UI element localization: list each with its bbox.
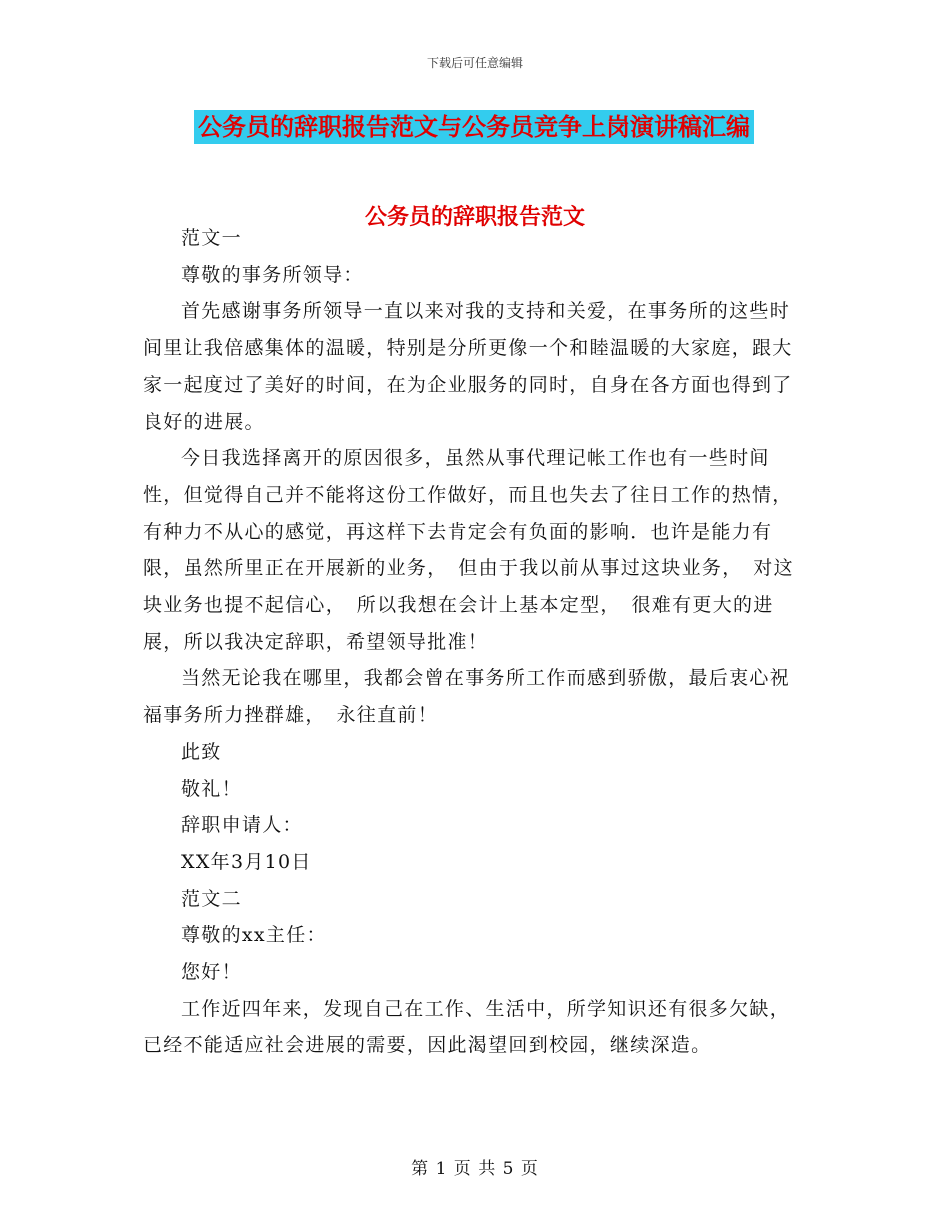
paragraph-body: 工作近四年来，发现自己在工作、生活中，所学知识还有很多欠缺，已经不能适应社会进展的需要，因此渴望回到校园，继续深造。 — [143, 997, 791, 1057]
document-body — [143, 220, 805, 1064]
paragraph-date: XX年3月10日 — [181, 850, 312, 873]
document-title: 公务员的辞职报告范文与公务员竞争上岗演讲稿汇编 — [194, 110, 754, 144]
paragraph-greeting: 您好！ — [181, 961, 242, 984]
paragraph-salutation: 尊敬的xx主任： — [181, 924, 327, 947]
header-note: 下载后可任意编辑 — [426, 56, 523, 70]
paragraph-body: 首先感谢事务所领导一直以来对我的支持和关爱，在事务所的这些时间里让我倍感集体的温暖，特别是分所更像一个和睦温暖的大家庭，跟大家一起度过了美好的时间，在为企业服务的同时，自身在各方面也得到了良好的进展。 — [143, 300, 793, 433]
paragraph-sample-label: 范文二 — [181, 887, 242, 910]
paragraph-signature: 辞职申请人： — [181, 814, 303, 837]
paragraph-closing: 此致 — [181, 740, 222, 763]
paragraph-closing: 敬礼！ — [181, 777, 242, 800]
section-title: 公务员的辞职报告范文 — [364, 204, 585, 230]
paragraph-sample-label: 范文一 — [181, 227, 242, 249]
paragraph-salutation: 尊敬的事务所领导： — [181, 263, 364, 286]
paragraph-body: 今日我选择离开的原因很多，虽然从事代理记帐工作也有一些时间性，但觉得自己并不能将这份工作做好，而且也失去了往日工作的热情，有种力不从心的感觉，再这样下去肯定会有负面的影响．也许是能力有限，虽然所里正在开展新的业务， 但由于我以前从事过这块业务， 对这块业务也提不起信心， 所以我想在会计上基本定型， 很难有更大的进展，所以我决定辞职，希望领导批准！ — [143, 447, 794, 653]
page-number-footer: 第 1 页 共 5 页 — [411, 1159, 539, 1179]
paragraph-body: 当然无论我在哪里，我都会曾在事务所工作而感到骄傲，最后衷心祝福事务所力挫群雄， 永往直前！ — [143, 667, 791, 727]
